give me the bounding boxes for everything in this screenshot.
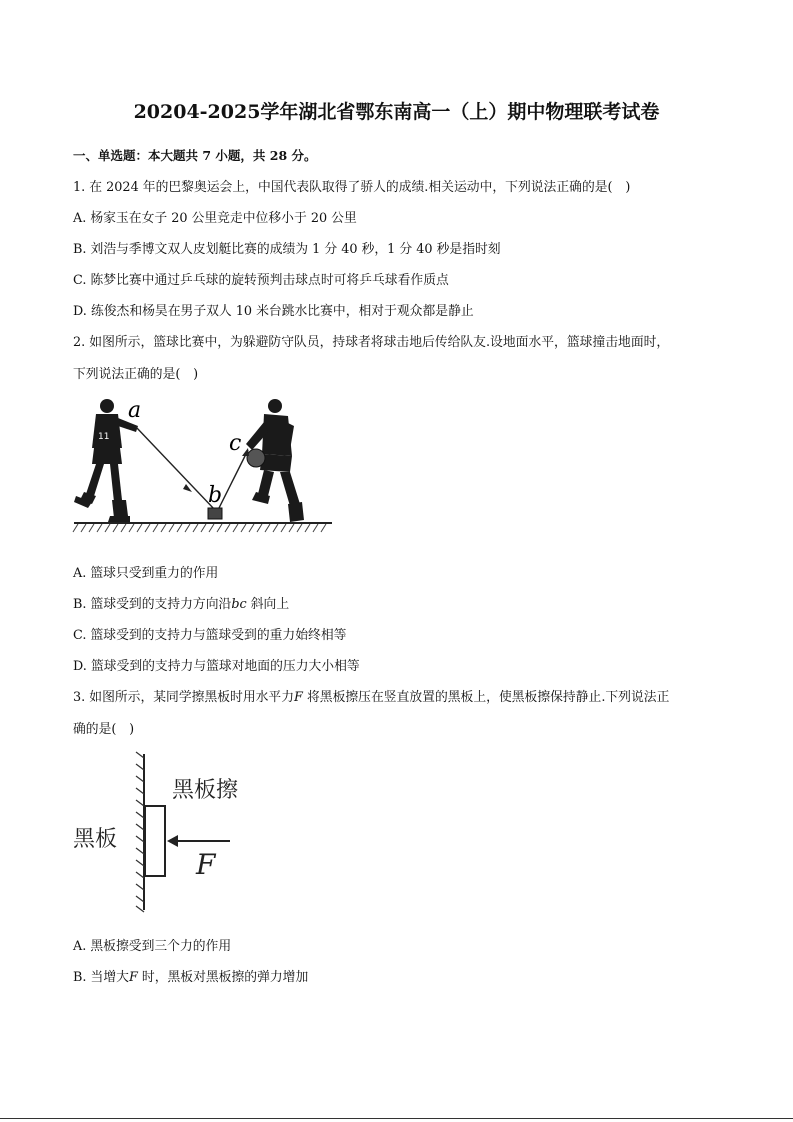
q2-option-a: A. 篮球只受到重力的作用 (73, 566, 219, 581)
trajectory-ab (136, 427, 215, 510)
eraser-block (145, 806, 165, 876)
label-force: F (196, 848, 216, 881)
q3-stem-suffix: 将黑板擦压在竖直放置的黑板上，使黑板擦保持静止.下列说法正 (302, 690, 670, 705)
label-eraser: 黑板擦 (172, 778, 239, 803)
ball-at-b (208, 508, 222, 519)
q1-option-d: D. 练俊杰和杨昊在男子双人 10 米台跳水比赛中，相对于观众都是静止 (73, 304, 474, 319)
q2-option-b-suffix: 斜向上 (246, 597, 290, 612)
q3-stem-line2: 确的是( ) (73, 722, 135, 737)
label-board: 黑板 (73, 827, 118, 852)
q2-stem-line1: 2. 如图所示，篮球比赛中，为躲避防守队员，持球者将球击地后传给队友.设地面水平，篮球撞击地面时， (73, 335, 670, 350)
label-c: c (229, 431, 242, 456)
basketball-figure (72, 392, 334, 538)
page-title: 20204-2025学年湖北省鄂东南高一（上）期中物理联考试卷 (133, 101, 660, 123)
q3-option-b-suffix: 时，黑板对黑板擦的弹力增加 (137, 970, 309, 985)
q3-stem-prefix: 3. 如图所示，某同学擦黑板时用水平力 (73, 690, 295, 705)
q1-option-c: C. 陈梦比赛中通过乒乓球的旋转预判击球点时可将乒乓球看作质点 (73, 273, 449, 288)
q1-option-b: B. 刘浩与季博文双人皮划艇比赛的成绩为 1 分 40 秒，1 分 40 秒是指时刻 (73, 242, 501, 257)
ground-hatching (73, 524, 326, 532)
ball-in-hands (247, 449, 265, 467)
force-arrowhead (167, 835, 178, 847)
arrowhead-bc (242, 448, 249, 456)
q2-option-c: C. 篮球受到的支持力与篮球受到的重力始终相等 (73, 628, 347, 643)
q1-stem: 1. 在 2024 年的巴黎奥运会上，中国代表队取得了骄人的成绩.相关运动中，下列说法正确的是( ) (73, 180, 631, 195)
q2-option-d: D. 篮球受到的支持力与篮球对地面的压力大小相等 (73, 659, 360, 674)
blackboard-figure (70, 750, 270, 914)
q2-option-b (73, 593, 289, 612)
jersey-number: 11 (98, 432, 110, 442)
q2-stem-line2: 下列说法正确的是( ) (73, 367, 199, 382)
q3-option-b-prefix: B. 当增大 (73, 970, 129, 985)
q1-option-a: A. 杨家玉在女子 20 公里竞走中位移小于 20 公里 (73, 211, 357, 226)
q2-option-b-prefix: B. 篮球受到的支持力方向沿 (73, 597, 232, 612)
page-bottom-rule (0, 1118, 793, 1119)
q3-stem-math: F (294, 690, 303, 705)
q3-option-b (73, 966, 308, 985)
section-heading: 一、单选题：本大题共 7 小题，共 28 分。 (73, 148, 317, 163)
blackboard-hatching (136, 752, 144, 912)
q2-option-b-math: bc (231, 597, 247, 612)
label-a: a (128, 398, 142, 423)
q3-stem-line1 (73, 686, 669, 705)
label-b: b (208, 483, 223, 508)
q3-option-a: A. 黑板擦受到三个力的作用 (73, 939, 232, 954)
q3-option-b-math: F (128, 970, 138, 985)
